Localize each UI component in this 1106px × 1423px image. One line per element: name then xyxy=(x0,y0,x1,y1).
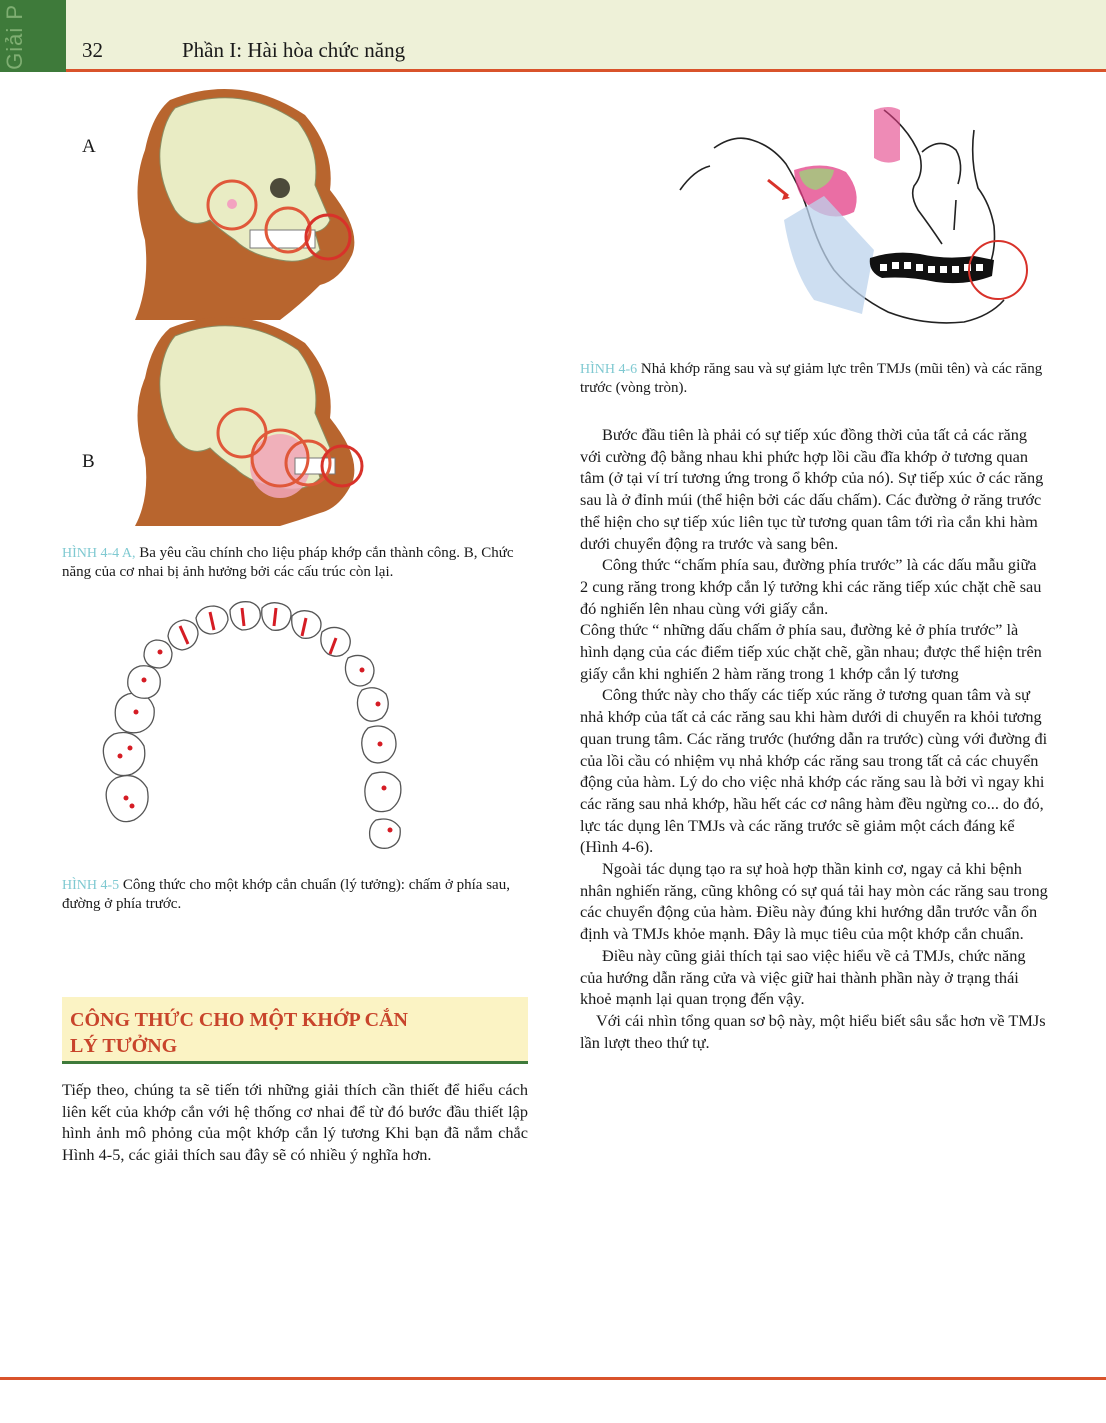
right-body-paragraph-7: Với cái nhìn tổng quan sơ bộ này, một hiểu biết sâu sắc hơn về TMJs lần lượt theo thứ tự. xyxy=(580,1010,1046,1052)
skull-illustration-b xyxy=(130,308,370,526)
side-tab-text: Giải P xyxy=(2,4,27,70)
footer-rule xyxy=(0,1377,1106,1380)
occlusion-diagram xyxy=(674,100,1036,332)
figure-4-6-caption-number: HÌNH 4-6 xyxy=(580,362,638,377)
figure-4-5-caption xyxy=(62,876,532,914)
right-body-paragraph-1: Bước đầu tiên là phải có sự tiếp xúc đồng thời của tất cả các răng với cường độ bằng nhau khi phức hợp lồi cầu đĩa khớp ở tương quan tâm (ở tại ví trí tương ứng trong ổ khớp của nó). Sự tiếp xúc ở các răng sau là ở đỉnh múi (thể hiện bởi các dấu chấm). Các đường ở răng trước thể hiện cho sự tiếp xúc liên tục từ tương quan tâm tới rìa cắn khi hàm dưới chuyển động ra trước và sang bên. xyxy=(580,425,1044,553)
right-body-paragraph-2: Công thức “chấm phía sau, đường phía trước” là các dấu mẫu giữa 2 cung răng trong khớp cắn lý tưởng khi các răng tiếp xúc chặt chẽ sau đó nghiến lên nhau cùng với giấy cắn. xyxy=(580,555,1042,618)
figure-4-6-caption-text: Nhả khớp răng sau và sự giảm lực trên TMJs (mũi tên) và các răng trước (vòng tròn). xyxy=(580,361,1043,396)
figure-4-4-caption xyxy=(62,544,532,582)
header-rule xyxy=(66,69,1106,72)
side-tab xyxy=(0,0,66,72)
figure-4-6-caption xyxy=(580,360,1050,398)
right-body-paragraph-4: Công thức này cho thấy các tiếp xúc răng ở tương quan tâm và sự nhả khớp của tất cả các răng sau khi hàm dưới di chuyển ra khỏi tương quan trung tâm. Các răng trước (hướng dẫn ra trước) cùng với đường đi của lồi cầu có nhiệm vụ nhả khớp các răng sau trong tất cả các chuyển động của hàm. Lý do cho việc nhả khớp các răng sau là bởi vì ngay khi các răng sau nhả khớp, hầu hết các cơ nâng hàm đều ngừng co... do đó, lực tác dụng lên TMJs và các răng trước sẽ giảm một cách đáng kể (Hình 4-6). xyxy=(580,685,1048,857)
figure-4-5-caption-text: Công thức cho một khớp cắn chuẩn (lý tưởng): chấm ở phía sau, đường ở phía trước. xyxy=(62,877,510,912)
section-heading-box xyxy=(62,997,528,1064)
right-body-paragraph-5: Ngoài tác dụng tạo ra sự hoà hợp thần kinh cơ, ngay cả khi bệnh nhân nghiến răng, cũng không có sự quá tải hay mòn các răng sau trong các chuyển động của hàm. Điều này đúng khi hướng dẫn trước vẫn ổn định và TMJs khỏe mạnh. Đây là mục tiêu của một khớp cắn chuẩn. xyxy=(580,859,1048,944)
section-title xyxy=(70,1007,408,1059)
figure-panel-label-b: B xyxy=(82,451,95,472)
figure-4-4-caption-text: Ba yêu cầu chính cho liệu pháp khớp cắn thành công. B, Chức năng của cơ nhai bị ảnh hưởng bởi các cấu trúc còn lại. xyxy=(62,545,514,580)
right-body-paragraph-3: Công thức “ những dấu chấm ở phía sau, đường kẻ ở phía trước” là hình dạng của các điểm tiếp xúc chặt chẽ, gần nhau; được thể hiện trên giấy cắn khi nghiến 2 hàm răng trong 1 khớp cắn lý tương xyxy=(580,620,1042,683)
header-band xyxy=(0,0,1106,70)
right-body-paragraph-6: Điều này cũng giải thích tại sao việc hiểu về cả TMJs, chức năng của hướng dẫn răng cửa và việc giữ hai thành phần này ở trạng thái khoẻ mạnh lại quan trọng đến vậy. xyxy=(580,945,1026,1009)
skull-illustration-a xyxy=(130,80,360,320)
left-body-paragraph: Tiếp theo, chúng ta sẽ tiến tới những giải thích cần thiết để hiểu cách liên kết của khớp cắn với hệ thống cơ nhai để từ đó bước đầu thiết lập hình ảnh mô phỏng của một khớp cắn lý tương Khi bạn đã nắm chắc Hình 4-5, các giải thích sau đây sẽ có nhiều ý nghĩa hơn. xyxy=(62,1080,528,1165)
section-title-line-1: CÔNG THỨC CHO MỘT KHỚP CẮN xyxy=(70,1009,408,1031)
right-body-text xyxy=(580,424,1048,1053)
section-title-line-2: LÝ TƯỞNG xyxy=(70,1035,178,1057)
dental-arch-illustration xyxy=(92,598,428,850)
page-number: 32 xyxy=(82,38,103,62)
figure-4-4-caption-number: HÌNH 4-4 A, xyxy=(62,546,136,561)
figure-4-5-caption-number: HÌNH 4-5 xyxy=(62,878,120,893)
figure-panel-label-a: A xyxy=(82,136,96,157)
running-head: Phần I: Hài hòa chức năng xyxy=(182,38,406,62)
left-body-text xyxy=(62,1079,528,1166)
